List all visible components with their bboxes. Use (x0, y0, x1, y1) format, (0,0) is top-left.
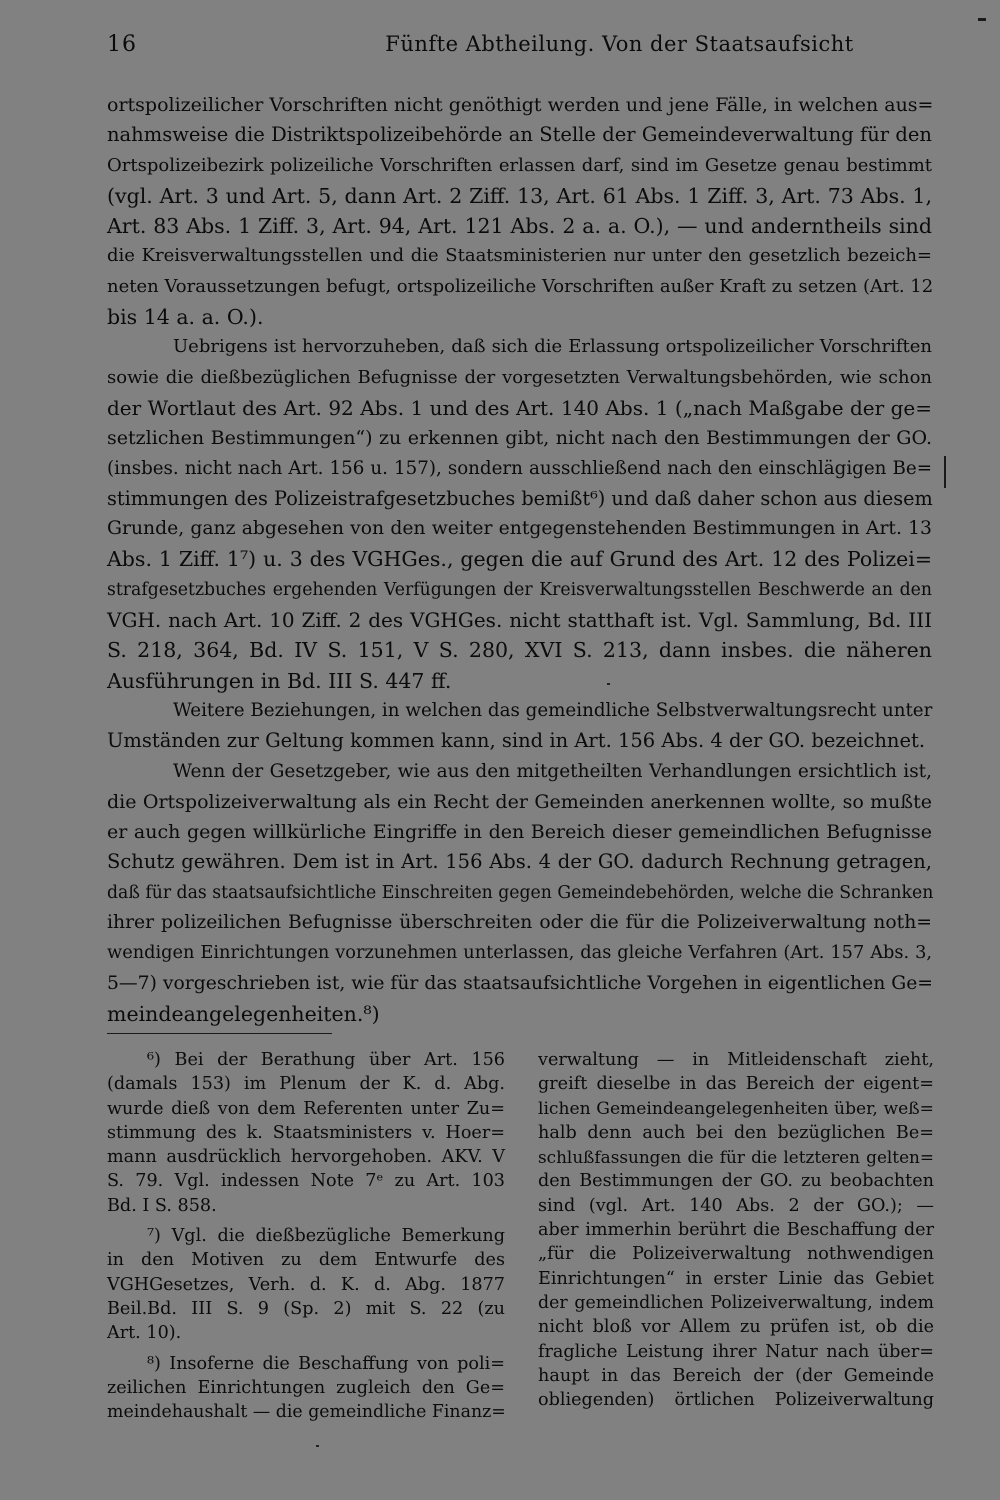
text-line: S. 218, 364, Bd. IV S. 151, V S. 280, XVI S. 213, dann insbes. die näheren (107, 638, 932, 663)
footnote-line: aber immerhin berührt die Beschaffung der (538, 1220, 934, 1241)
footnote-line: Bd. I S. 858. (107, 1195, 217, 1216)
paragraph (107, 90, 932, 332)
text-line: die Ortspolizeiverwaltung als ein Recht der Gemeinden anerkennen wollte, so mußte (107, 790, 932, 813)
footnote-line: Art. 10). (107, 1323, 182, 1344)
footnote-line: sind (vgl. Art. 140 Abs. 2 der GO.); — (538, 1195, 934, 1216)
text-line: Weitere Beziehungen, in welchen das gemeindliche Selbstverwaltungsrecht unter (173, 699, 933, 721)
running-head: Fünfte Abtheilung. Von der Staatsaufsicht (385, 32, 854, 56)
footnote-line: wurde dieß von dem Referenten unter Zu= (107, 1098, 505, 1119)
footnote-6 (107, 1048, 505, 1218)
footnotes-left-column (107, 1048, 505, 1424)
footnote-line: obliegenden) örtlichen Polizeiverwaltung (538, 1390, 934, 1411)
footnote-rule (107, 1033, 332, 1034)
page-number: 16 (107, 32, 137, 57)
footnote-line: den Bestimmungen der GO. zu beobachten (538, 1171, 934, 1192)
main-text (107, 90, 932, 1029)
text-line: ortspolizeilicher Vorschriften nicht genöthigt werden und jene Fälle, in welchen aus= (107, 94, 934, 116)
text-line: Ortspolizeibezirk polizeiliche Vorschriften erlassen darf, sind im Gesetze genau bestimmt (107, 154, 932, 176)
footnote-line: VGHGesetzes, Verh. d. K. d. Abg. 1877 (107, 1274, 505, 1295)
page-header (107, 32, 932, 64)
footnotes-right-column (538, 1048, 934, 1412)
footnote-7 (107, 1224, 505, 1345)
text-line: Grunde, ganz abgesehen von den weiter entgegenstehenden Bestimmungen in Art. 13 (107, 518, 932, 540)
text-line: Umständen zur Geltung kommen kann, sind in Art. 156 Abs. 4 der GO. bezeichnet. (107, 729, 926, 753)
footnote-line: mann ausdrücklich hervorgehoben. AKV. V (107, 1147, 505, 1168)
footnote-line: ⁶) Bei der Berathung über Art. 156 (147, 1050, 505, 1070)
footnote-line: nicht bloß vor Allem zu prüfen ist, ob die (538, 1317, 934, 1338)
footnote-line: schlußfassungen die für die letzteren gelten= (538, 1147, 934, 1168)
footnote-line: (damals 153) im Plenum der K. d. Abg. (107, 1074, 505, 1095)
footnote-line: lichen Gemeindeangelegenheiten über, weß= (538, 1098, 934, 1119)
footnote-line: greift dieselbe in das Bereich der eigent= (538, 1074, 934, 1095)
text-line: Schutz gewähren. Dem ist in Art. 156 Abs. 4 der GO. dadurch Rechnung getragen, (107, 850, 932, 874)
text-line: ihrer polizeilichen Befugnisse überschreiten oder die für die Polizeiverwaltung noth= (107, 912, 932, 934)
text-line: der Wortlaut des Art. 92 Abs. 1 und des Art. 140 Abs. 1 („nach Maßgabe der ge= (107, 395, 932, 420)
text-line: daß für das staatsaufsichtliche Einschreiten gegen Gemeindebehörden, welche die Schranken (107, 882, 934, 903)
text-line: Abs. 1 Ziff. 1⁷) u. 3 des VGHGes., gegen die auf Grund des Art. 12 des Polizei= (107, 547, 932, 572)
footnote-line: Beil.Bd. III S. 9 (Sp. 2) mit S. 22 (zu (107, 1298, 505, 1319)
text-line: sowie die dießbezüglichen Befugnisse der vorgesetzten Verwaltungsbehörden, wie schon (107, 366, 932, 388)
footnote-line: der gemeindlichen Polizeiverwaltung, indem (538, 1292, 934, 1313)
scan-mark (978, 18, 986, 21)
text-line: Ausführungen in Bd. III S. 447 ff. (107, 668, 452, 693)
text-line: strafgesetzbuches ergehenden Verfügungen der Kreisverwaltungsstellen Beschwerde an den (107, 579, 932, 600)
margin-mark (944, 456, 946, 488)
text-line: VGH. nach Art. 10 Ziff. 2 des VGHGes. nicht statthaft ist. Vgl. Sammlung, Bd. III (107, 608, 932, 633)
footnote-line: verwaltung — in Mitleidenschaft zieht, (538, 1050, 934, 1070)
text-line: (vgl. Art. 3 und Art. 5, dann Art. 2 Ziff. 13, Art. 61 Abs. 1 Ziff. 3, Art. 73 Abs. 1, (107, 183, 932, 208)
text-line: 5—7) vorgeschrieben ist, wie für das staatsaufsichtliche Vorgehen in eigentlichen Ge= (107, 972, 934, 994)
text-line: setzlichen Bestimmungen“) zu erkennen gibt, nicht nach den Bestimmungen der GO. (107, 427, 932, 450)
footnote-line: haupt in das Bereich der (der Gemeinde (538, 1365, 934, 1386)
text-line: nahmsweise die Distriktspolizeibehörde an Stelle der Gemeindeverwaltung für den (107, 123, 932, 147)
text-line: Uebrigens ist hervorzuheben, daß sich die Erlassung ortspolizeilicher Vorschriften (173, 336, 932, 358)
text-line: er auch gegen willkürliche Eingriffe in den Bereich dieser gemeindlichen Befugnisse (107, 821, 932, 844)
footnote-line: ⁸) Insoferne die Beschaffung von poli= (147, 1353, 505, 1374)
footnote-line: in den Motiven zu dem Entwurfe des (107, 1250, 505, 1271)
text-line: bis 14 a. a. O.). (107, 305, 264, 330)
text-line: meindeangelegenheiten.⁸) (107, 1001, 380, 1026)
footnote-line: „für die Polizeiverwaltung nothwendigen (538, 1244, 934, 1265)
footnote-line: Einrichtungen“ in erster Linie das Gebiet (538, 1268, 934, 1289)
footnote-line: stimmung des k. Staatsministers v. Hoer= (107, 1122, 505, 1143)
footnote-line: S. 79. Vgl. indessen Note 7ᵉ zu Art. 103 (107, 1171, 505, 1192)
text-line: (insbes. nicht nach Art. 156 u. 157), sondern ausschließend nach den einschlägigen Be= (107, 457, 932, 479)
print-speck (607, 683, 610, 685)
paragraph (107, 332, 932, 696)
text-line: wendigen Einrichtungen vorzunehmen unterlassen, das gleiche Verfahren (Art. 157 Abs. 3, (107, 943, 932, 964)
text-line: stimmungen des Polizeistrafgesetzbuches bemißt⁶) und daß daher schon aus diesem (107, 486, 933, 510)
footnote-line: fragliche Leistung ihrer Natur nach über= (538, 1341, 934, 1362)
footnote-line: meindehaushalt — die gemeindliche Finanz= (107, 1402, 506, 1423)
footnote-line: halb denn auch bei den bezüglichen Be= (538, 1122, 934, 1143)
text-line: Wenn der Gesetzgeber, wie aus den mitgetheilten Verhandlungen ersichtlich ist, (173, 760, 932, 782)
text-line: Art. 83 Abs. 1 Ziff. 3, Art. 94, Art. 121 Abs. 2 a. a. O.), — und anderntheils sind (107, 214, 932, 239)
footnote-8 (107, 1352, 505, 1425)
text-line: die Kreisverwaltungsstellen und die Staatsministerien nur unter den gesetzlich bezeich= (107, 245, 932, 267)
paragraph (107, 696, 932, 757)
text-line: neten Voraussetzungen befugt, ortspolizeiliche Vorschriften außer Kraft zu setzen (Art. 12 (107, 275, 934, 297)
footnote-line: ⁷) Vgl. die dießbezügliche Bemerkung (147, 1226, 505, 1247)
paragraph (107, 757, 932, 1030)
print-speck (316, 1445, 319, 1447)
footnote-line: zeilichen Einrichtungen zugleich den Ge= (107, 1377, 505, 1398)
